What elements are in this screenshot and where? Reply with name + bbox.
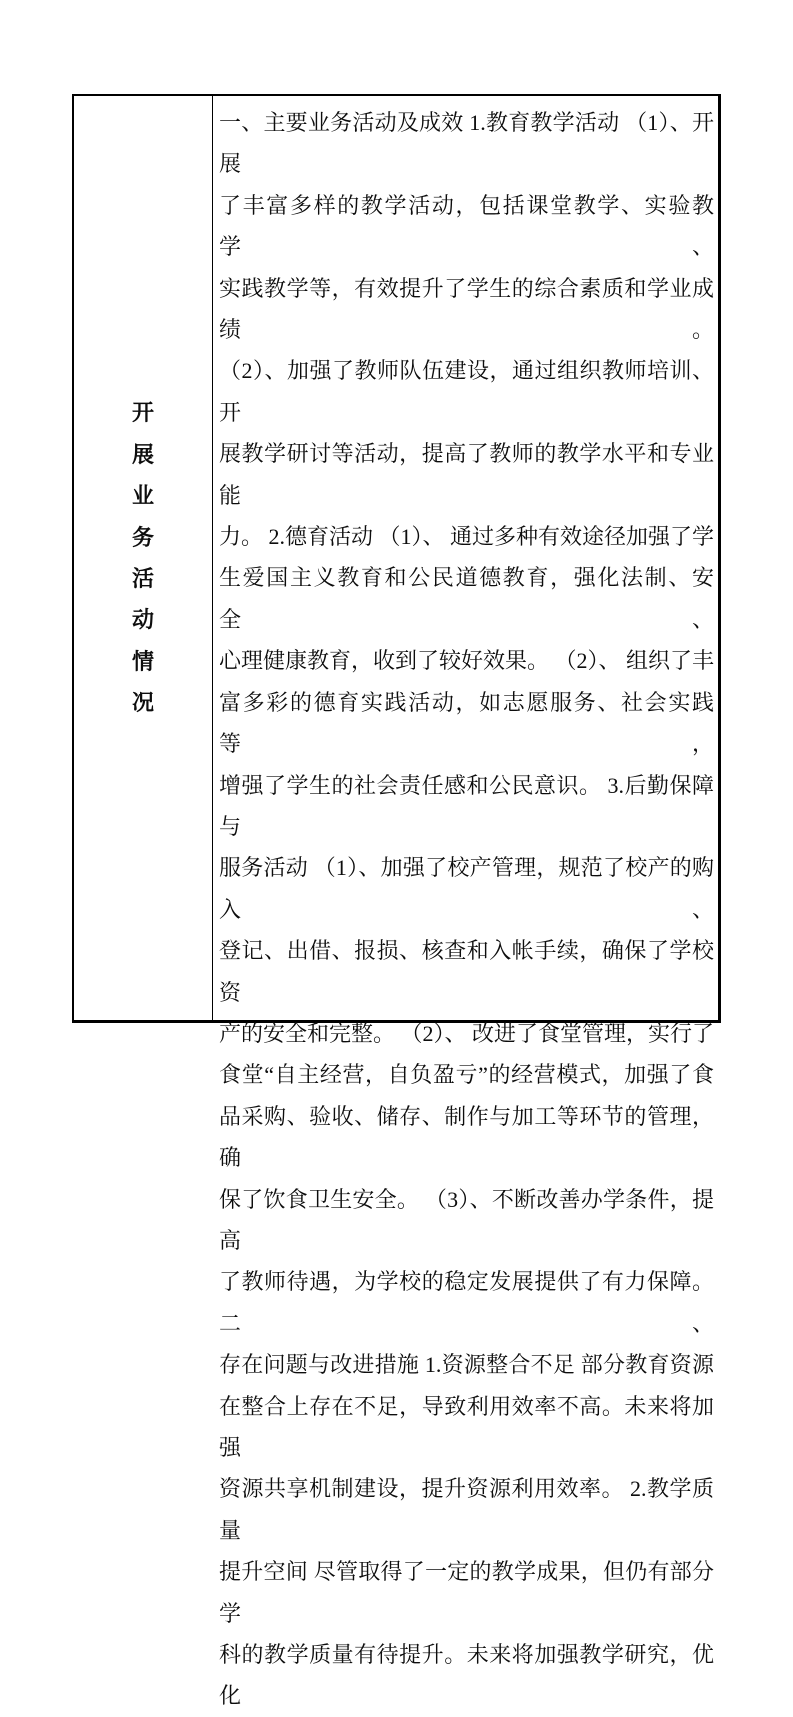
content-line: 实践教学等，有效提升了学生的综合素质和学业成绩。 <box>219 275 714 343</box>
content-line: 资源共享机制建设，提升资源利用效率。 2.教学质量 <box>219 1476 714 1543</box>
content-line: 登记、出借、报损、核查和入帐手续，确保了学校资 <box>219 938 714 1005</box>
content-line: 科的教学质量有待提升。未来将加强教学研究，优化 <box>219 1642 714 1709</box>
row-header-char: 况 <box>131 690 154 716</box>
row-header-char: 活 <box>131 566 154 591</box>
content-line: 食堂“自主经营，自负盈亏”的经营模式，加强了食 <box>219 1062 714 1088</box>
row-header-char: 展 <box>131 441 154 467</box>
row-header-char: 动 <box>131 607 154 633</box>
content-line: （2）、加强了教师队伍建设，通过组织教师培训、开 <box>219 358 714 425</box>
content-line: 了丰富多样的教学活动，包括课堂教学、实验教学、 <box>219 192 714 260</box>
content-line: 增强了学生的社会责任感和公民意识。 3.后勤保障与 <box>219 772 714 839</box>
row-header-char: 业 <box>131 483 154 509</box>
content-line: 保了饮食卫生安全。 （3）、不断改善办学条件，提高 <box>219 1186 714 1253</box>
row-header-char: 务 <box>131 524 154 550</box>
content-cell <box>213 96 720 1709</box>
content-line: 一、主要业务活动及成效 1.教育教学活动 （1）、开展 <box>219 110 714 177</box>
content-line: 提升空间 尽管取得了一定的教学成果，但仍有部分学 <box>219 1559 714 1626</box>
row-header-char: 情 <box>131 648 154 674</box>
content-line: 力。 2.德育活动 （1）、 通过多种有效途径加强了学 <box>219 524 715 550</box>
content-line: 产的安全和完整。 （2）、 改进了食堂管理，实行了 <box>219 1020 715 1046</box>
content-line: 了教师待遇，为学校的稳定发展提供了有力保障。 二、 <box>219 1269 720 1336</box>
content-line: 在整合上存在不足，导致利用效率不高。未来将加强 <box>219 1393 714 1460</box>
content-line: 展教学研讨等活动，提高了教师的教学水平和专业能 <box>219 441 714 508</box>
content-line: 存在问题与改进措施 1.资源整合不足 部分教育资源 <box>219 1352 714 1378</box>
content-line: 品采购、验收、储存、制作与加工等环节的管理，确 <box>219 1103 714 1171</box>
content-line: 服务活动 （1）、加强了校产管理，规范了校产的购入、 <box>219 855 714 922</box>
content-line: 心理健康教育，收到了较好效果。 （2）、 组织了丰 <box>219 648 715 674</box>
report-table <box>72 94 721 1709</box>
content-line: 生爱国主义教育和公民道德教育，强化法制、安全、 <box>219 565 714 632</box>
row-header-char: 开 <box>131 400 154 426</box>
content-line: 富多彩的德育实践活动，如志愿服务、社会实践等， <box>219 689 714 757</box>
row-header-cell <box>74 96 213 1020</box>
